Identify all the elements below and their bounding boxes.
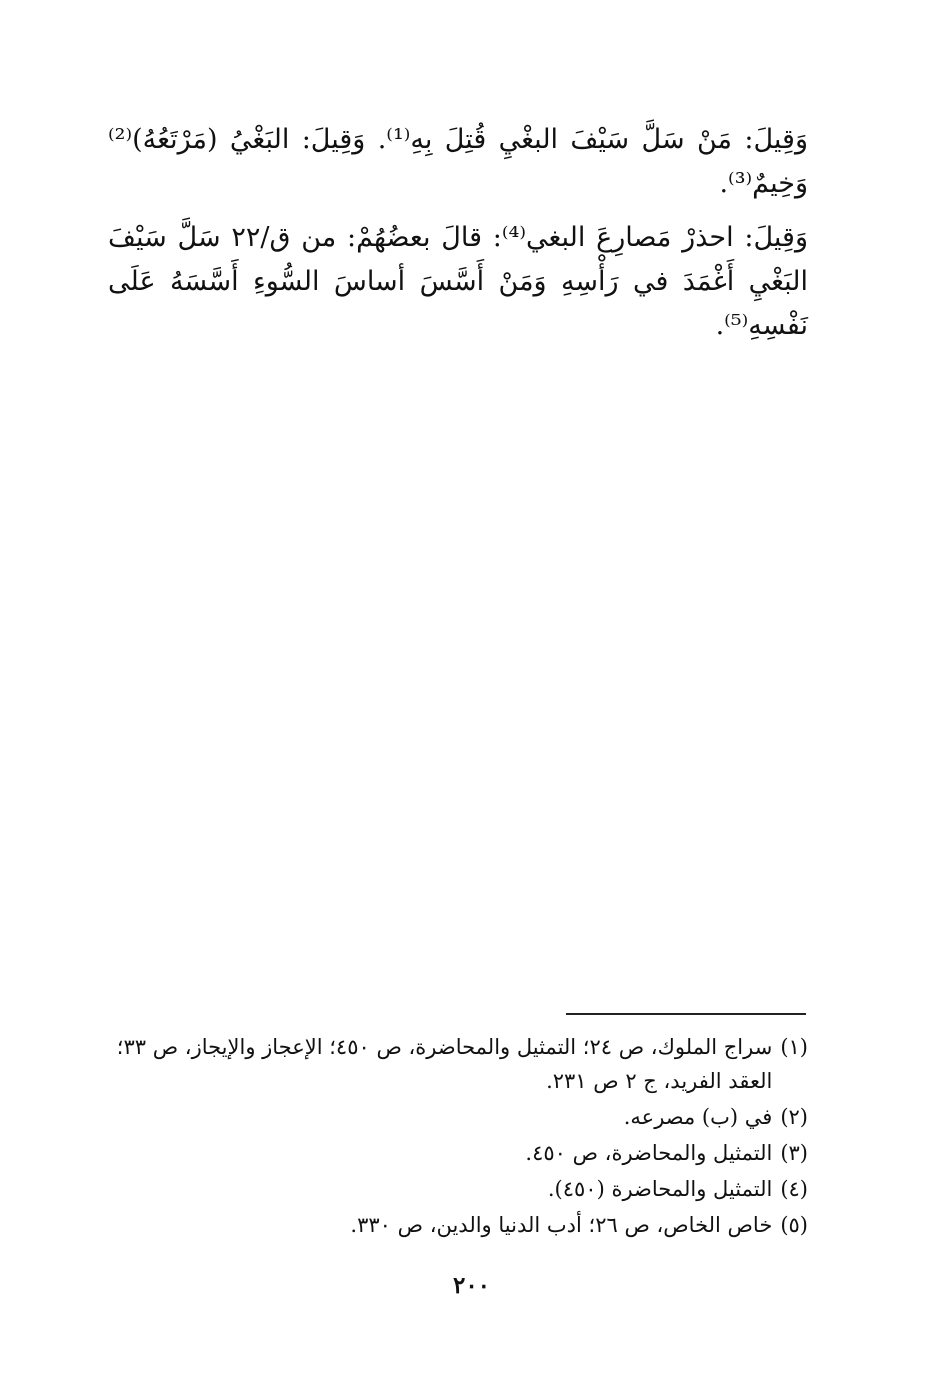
footnote-text: سراج الملوك، ص ٢٤؛ التمثيل والمحاضرة، ص ٤٥٠؛ الإعجاز والإيجاز، ص ٣٣؛ العقد الفريد، ج ٢ ص ٢٣١. (116, 1035, 773, 1093)
footnote-number: (٢) (780, 1105, 808, 1129)
footnote-text: في (ب) مصرعه. (623, 1105, 773, 1129)
footnote-text: التمثيل والمحاضرة، ص ٤٥٠. (525, 1141, 773, 1165)
footnote-text: التمثيل والمحاضرة (٤٥٠). (547, 1177, 773, 1201)
footnote-separator (566, 1013, 806, 1015)
page-number: ٢٠٠ (452, 1272, 491, 1299)
footnote-3 (108, 1136, 808, 1170)
footnote-number: (٥) (780, 1213, 808, 1237)
footnote-4 (108, 1172, 808, 1206)
paragraph-2: وَقِيلَ: احذرْ مَصارِعَ البغي⁽⁴⁾: قالَ بعضُهُمْ: من ق/٢٢ سَلَّ سَيْفَ البَغْيِ أَغْمَدَ في رَأْسِهِ وَمَنْ أَسَّسَ أساسَ السُّوءِ أَسَّسَهُ عَلَى نَفْسِهِ⁽⁵⁾. (108, 222, 808, 341)
paragraph-1: وَقِيلَ: مَنْ سَلَّ سَيْفَ البغْيِ قُتِلَ بِهِ⁽¹⁾. وَقِيلَ: البَغْيُ (مَرْتَعُهُ)⁽²⁾ وَخِيمٌ⁽³⁾. (108, 124, 809, 199)
footnote-number: (١) (780, 1035, 808, 1059)
footnote-number: (٤) (780, 1177, 808, 1201)
footnote-2 (108, 1100, 808, 1134)
footnote-5 (108, 1208, 808, 1242)
footnotes-section (108, 1030, 808, 1244)
main-text-block (108, 118, 808, 358)
footnote-number: (٣) (780, 1141, 808, 1165)
footnote-text: خاص الخاص، ص ٢٦؛ أدب الدنيا والدين، ص ٣٣٠. (350, 1213, 773, 1237)
footnote-1 (108, 1030, 808, 1098)
